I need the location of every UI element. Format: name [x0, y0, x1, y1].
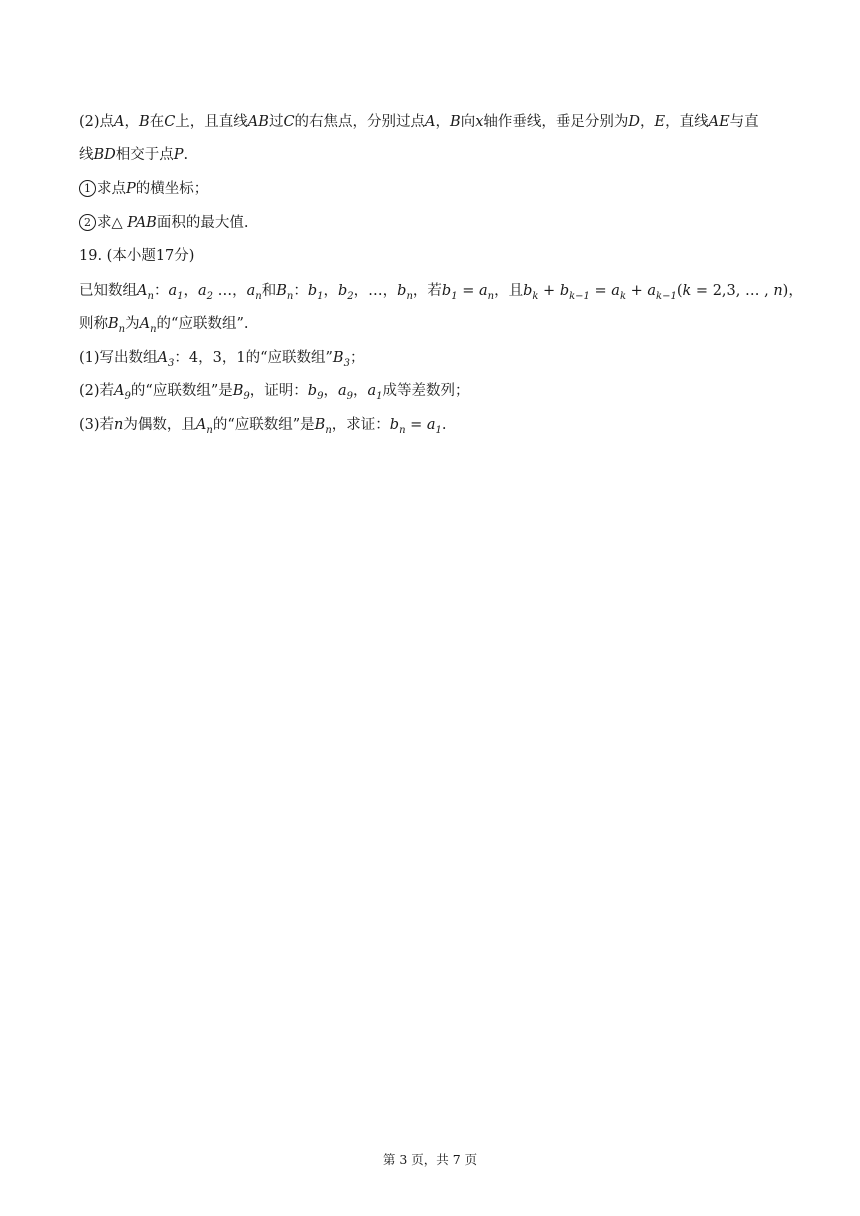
page-footer: 第 3 页，共 7 页 — [382, 1152, 478, 1167]
part2-sub2: 2 求△ PAB面积的最大值. — [79, 213, 800, 233]
question-19-intro-line2: 则称$B_n$为$A_n$的“应联数组”. — [79, 316, 249, 335]
question-19-intro-line1: 已知数组$A_n$：$a_1$，$a_2$ …，$a_n$和$B_n$：$b_1$，$b_2$，…，$b_n$，若$b_1 = a_n$，且$b_k + b_{k-1} = a_k + a_{k-1}(k = 2,3$, … , n)， — [79, 283, 803, 302]
question-19-part3: (3)若n为偶数，且$A_n$的“应联数组”是$B_n$，求证：$b_n = a_1$. — [79, 417, 447, 436]
question-19-part1: (1)写出数组$A_3$：4，3，1的“应联数组$”B_3$； — [79, 350, 365, 369]
question-19-heading: 19. (本小题17分) — [79, 248, 195, 264]
circled-number-1: 1 — [79, 180, 96, 197]
part2-line1: (2)点A，B在C上，且直线AB过C的右焦点，分别过点A，B向x轴作垂线，垂足分别为D，E，直线AE与直 — [79, 114, 759, 130]
circled-number-2: 2 — [79, 214, 96, 231]
question-19-part2: (2)若$A_9$的“应联数组”是$B_9$，证明：$b_9$，$a_9$，$a_1$成等差数列； — [79, 383, 470, 402]
part2-line2: 线BD相交于点P. — [79, 147, 189, 163]
part2-sub1: 1 求点P的横坐标； — [79, 179, 800, 199]
